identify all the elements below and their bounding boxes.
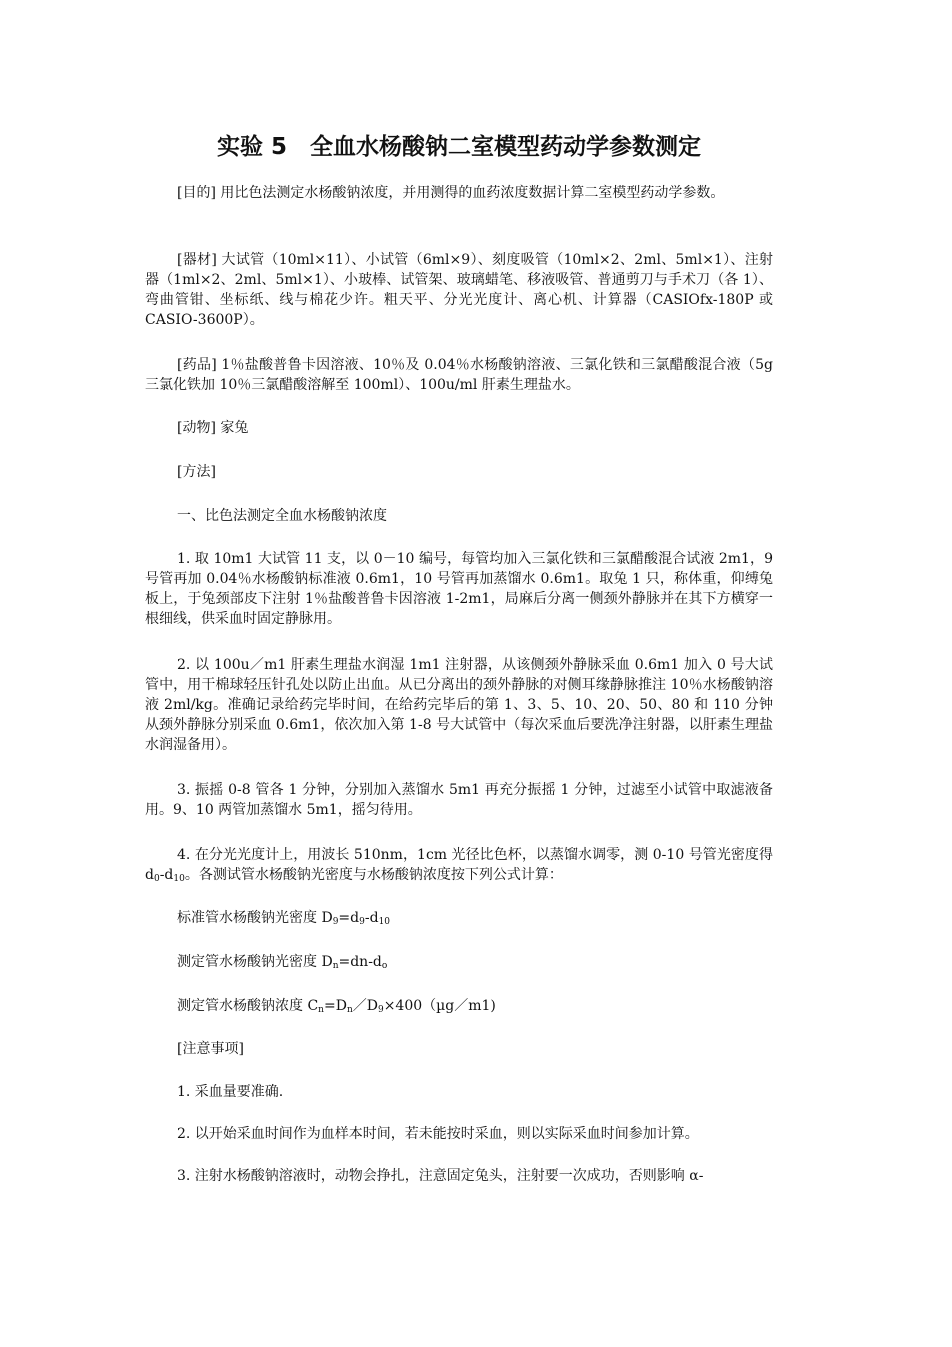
formula-1-sub: 10 bbox=[378, 917, 391, 927]
formula-standard-od bbox=[177, 908, 390, 928]
formula-1-text: =d bbox=[338, 910, 360, 926]
step-4-text-b: -d bbox=[159, 867, 174, 883]
formula-1-sub: 9 bbox=[359, 917, 365, 927]
equipment-text: [器材] 大试管（10ml×11）、小试管（6ml×9）、刻度吸管（10ml×2、2ml、5ml×1）、注射器（1ml×2、2ml、5ml×1）、小玻棒、试管架、玻璃蜡笔、移液吸管、普通剪刀与手术刀（各 1）、弯曲管钳、坐标纸、线与棉花少许。粗天平、分光光度计、离心机、计算器（CASIOfx-180P 或 CASIO-3600P）。 bbox=[145, 252, 773, 328]
step-2-paragraph bbox=[145, 655, 773, 755]
formula-3-text: ×400（µg／m1) bbox=[383, 998, 496, 1014]
formula-2-text: =dn-d bbox=[338, 954, 382, 970]
step-4-sub-10: 10 bbox=[173, 874, 185, 884]
step-1-text: 1. 取 10m1 大试管 11 支，以 0－10 编号，每管均加入三氯化铁和三氯醋酸混合试液 2m1，9 号管再加 0.04％水杨酸钠标准液 0.6m1，10 号管再加蒸馏水 0.6m1。取兔 1 只，称体重，仰缚兔板上，于兔颈部皮下注射 1％盐酸普鲁卡因溶液 1-2m1，局麻后分离一侧颈外静脉并在其下方横穿一根细线，供采血时固定静脉用。 bbox=[145, 551, 773, 627]
formula-2-sub: o bbox=[381, 961, 388, 971]
step-4-text-a: 4. 在分光光度计上，用波长 510nm，1cm 光径比色杯，以蒸馏水调零，测 0-10 号管光密度得 d bbox=[145, 847, 773, 883]
formula-2-text: 测定管水杨酸钠光密度 D bbox=[177, 954, 333, 970]
formula-3-text: ／D bbox=[352, 998, 378, 1014]
drugs-paragraph bbox=[145, 355, 773, 395]
step-3-paragraph bbox=[145, 780, 773, 820]
purpose-paragraph bbox=[145, 183, 773, 203]
animal-line: [动物] 家兔 bbox=[177, 420, 249, 436]
equipment-paragraph bbox=[145, 250, 773, 330]
formula-3-sub: 9 bbox=[377, 1005, 384, 1015]
formula-1-sub: 9 bbox=[332, 917, 339, 927]
step-1-paragraph bbox=[145, 549, 773, 629]
formula-1-text: -d bbox=[364, 910, 379, 926]
drugs-text: [药品] 1％盐酸普鲁卡因溶液、10％及 0.04％水杨酸钠溶液、三氯化铁和三氯醋酸混合液（5g 三氯化铁加 10％三氯醋酸溶解至 100ml）、100u/ml 肝素生理盐水。 bbox=[145, 357, 773, 393]
note-1: 1. 采血量要准确. bbox=[177, 1084, 284, 1100]
formula-concentration bbox=[177, 996, 496, 1016]
formula-1-text: 标准管水杨酸钠光密度 D bbox=[177, 910, 333, 926]
formula-3-sub: n bbox=[346, 1005, 353, 1015]
formula-3-text: =D bbox=[323, 998, 347, 1014]
note-3: 3. 注射水杨酸钠溶液时，动物会挣扎，注意固定兔头，注射要一次成功，否则影响 α- bbox=[177, 1168, 704, 1184]
step-4-text-c: 。各测试管水杨酸钠光密度与水杨酸钠浓度按下列公式计算： bbox=[184, 867, 563, 883]
step-4-sub-0: 0 bbox=[153, 874, 160, 884]
formula-2-sub: n bbox=[332, 961, 339, 971]
method-section-heading: 一、比色法测定全血水杨酸钠浓度 bbox=[177, 508, 387, 524]
step-3-text: 3. 振摇 0-8 管各 1 分钟，分别加入蒸馏水 5m1 再充分振摇 1 分钟，过滤至小试管中取滤液备用。9、10 两管加蒸馏水 5m1，摇匀待用。 bbox=[145, 782, 773, 818]
purpose-text: [目的] 用比色法测定水杨酸钠浓度，并用测得的血药浓度数据计算二室模型药动学参数。 bbox=[177, 185, 725, 201]
formula-test-od bbox=[177, 952, 387, 972]
formula-3-sub: n bbox=[318, 1005, 324, 1015]
notes-heading: [注意事项] bbox=[177, 1041, 244, 1057]
step-2-text: 2. 以 100u／m1 肝素生理盐水润湿 1m1 注射器，从该侧颈外静脉采血 0.6m1 加入 0 号大试管中，用干棉球轻压针孔处以防止出血。从已分离出的颈外静脉的对侧耳缘静脉推注 10％水杨酸钠溶液 2ml/kg。准确记录给药完毕时间，在给药完毕后的第 1、3、5、10、20、50、80 和 110 分钟从颈外静脉分别采血 0.6m1，依次加入第 1-8 号大试管中（每次采血后要洗净注射器，以肝素生理盐水润湿备用）。 bbox=[145, 657, 773, 753]
method-heading: [方法] bbox=[177, 464, 216, 480]
page-title: 实验 5 全血水杨酸钠二室模型药动学参数测定 bbox=[216, 134, 701, 160]
formula-3-text: 测定管水杨酸钠浓度 C bbox=[177, 998, 319, 1014]
note-2: 2. 以开始采血时间作为血样本时间，若未能按时采血，则以实际采血时间参加计算。 bbox=[177, 1126, 699, 1142]
step-4-paragraph bbox=[145, 845, 773, 885]
